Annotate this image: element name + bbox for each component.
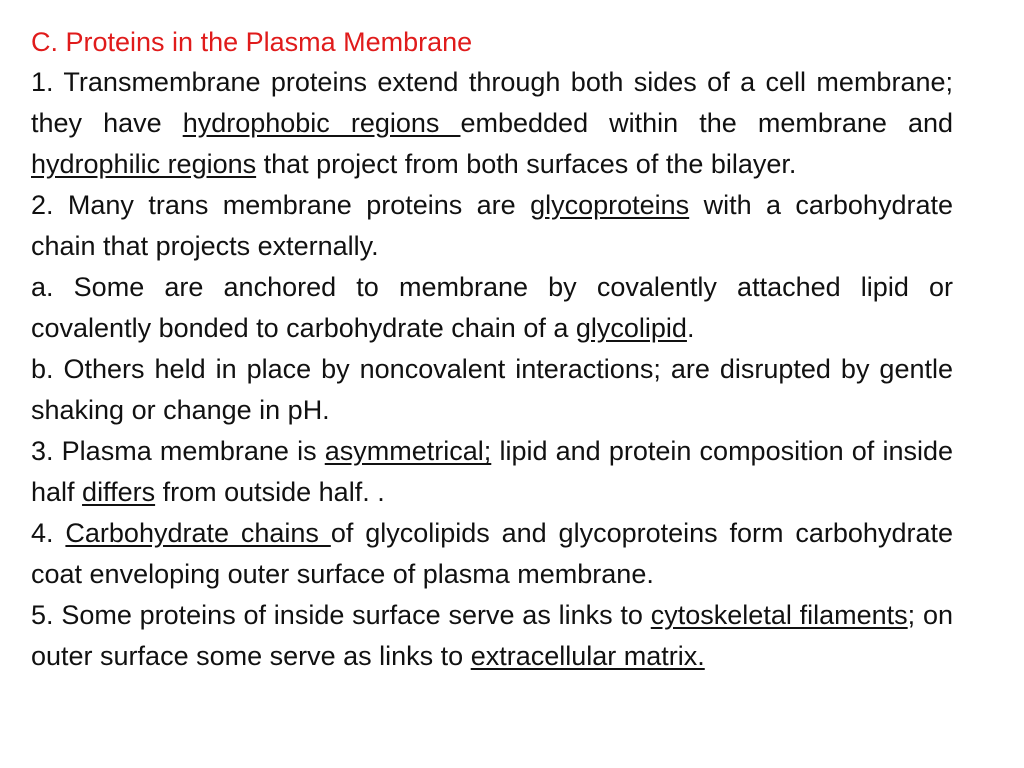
underlined-term: differs bbox=[82, 477, 156, 507]
paragraph-text: lipid and protein composition of inside half bbox=[31, 436, 954, 507]
underlined-term: Carbohydrate chains bbox=[65, 518, 331, 548]
paragraph-item bbox=[31, 267, 953, 349]
paragraph-item bbox=[31, 595, 953, 677]
underlined-term: extracellular matrix. bbox=[470, 641, 705, 671]
underlined-term: cytoskeletal filaments bbox=[650, 600, 908, 630]
paragraph-text: ; on outer surface some serve as links to bbox=[31, 600, 954, 671]
underlined-term: hydrophilic regions bbox=[31, 149, 257, 179]
paragraph-item bbox=[31, 185, 953, 267]
paragraph-text: that project from both surfaces of the bilayer. bbox=[256, 149, 797, 179]
paragraph-text: a. Some are anchored to membrane by covalently attached lipid or covalently bonded to carbohydrate chain of a bbox=[31, 272, 953, 343]
paragraph-text: of glycolipids and glycoproteins form carbohydrate coat enveloping outer surface of plasma membrane. bbox=[31, 518, 953, 589]
underlined-term: hydrophobic regions bbox=[182, 108, 461, 138]
paragraph-list bbox=[31, 62, 953, 677]
paragraph-item bbox=[31, 431, 953, 513]
paragraph-item bbox=[31, 349, 953, 431]
paragraph-text: 1. Transmembrane proteins extend through both sides of a cell membrane; they have bbox=[31, 67, 953, 138]
paragraph-text: 3. Plasma membrane is bbox=[31, 436, 325, 466]
paragraph-item bbox=[31, 513, 953, 595]
paragraph-text: . bbox=[686, 313, 695, 343]
underlined-term: glycoproteins bbox=[530, 190, 690, 220]
paragraph-item bbox=[31, 62, 953, 185]
paragraph-text: 4. bbox=[31, 518, 66, 548]
underlined-term: glycolipid bbox=[575, 313, 687, 343]
paragraph-text: 2. Many trans membrane proteins are bbox=[31, 190, 531, 220]
paragraph-text: with a carbohydrate chain that projects externally. bbox=[31, 190, 953, 261]
paragraph-text: 5. Some proteins of inside surface serve as links to bbox=[31, 600, 651, 630]
paragraph-text: embedded within the membrane and bbox=[460, 108, 953, 138]
paragraph-text: from outside half. . bbox=[155, 477, 385, 507]
slide-content bbox=[31, 22, 953, 677]
underlined-term: asymmetrical; bbox=[324, 436, 492, 466]
paragraph-text: b. Others held in place by noncovalent interactions; are disrupted by gentle shaking or change in pH. bbox=[31, 354, 953, 425]
slide-title: C. Proteins in the Plasma Membrane bbox=[31, 27, 473, 57]
